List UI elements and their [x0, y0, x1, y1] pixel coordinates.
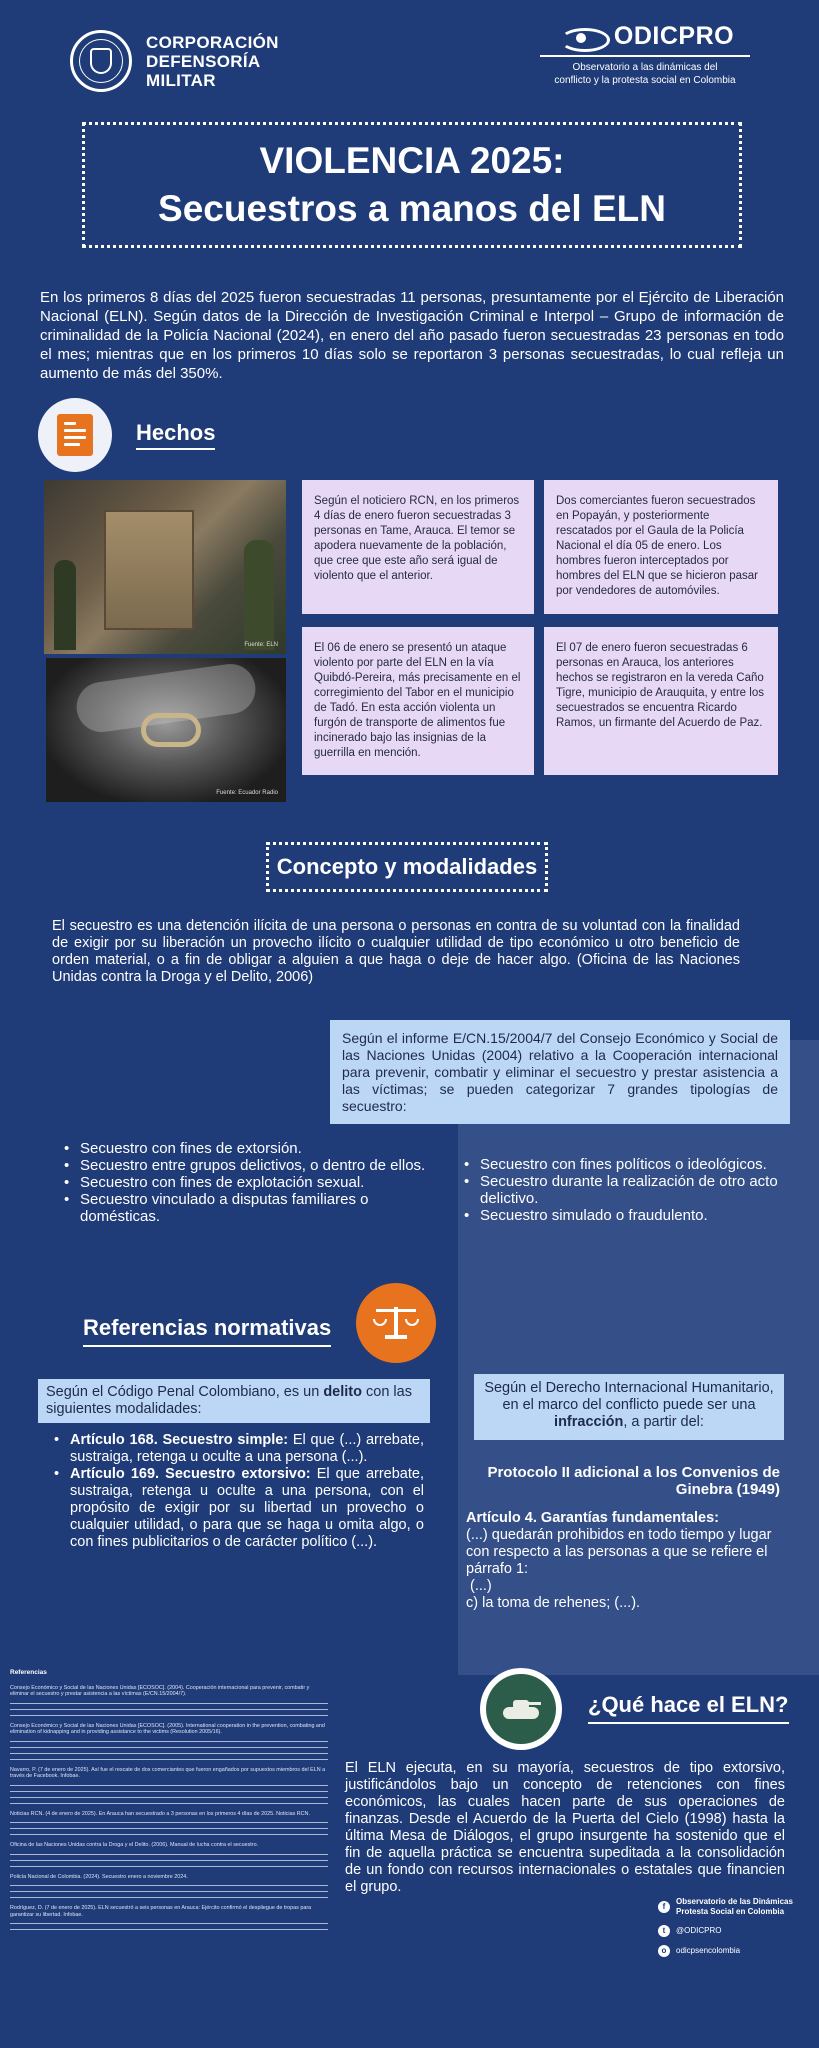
que-hace-heading: ¿Qué hace el ELN? [588, 1692, 789, 1724]
photo1-caption: Fuente: ELN [244, 642, 278, 648]
tipologias-list-right [460, 1156, 790, 1224]
dih-box: Según el Derecho Internacional Humanitario, en el marco del conflicto puede ser una infracción, a partir del: [474, 1374, 784, 1440]
footer-social [658, 1897, 808, 1965]
hechos-heading: Hechos [136, 420, 215, 450]
references-list [10, 1670, 328, 1937]
cdm-wordmark: CORPORACIÓN DEFENSORÍA MILITAR [146, 32, 279, 90]
scale-icon [356, 1283, 436, 1363]
tipologias-list-left [60, 1140, 440, 1225]
odicpro-subtitle: Observatorio a las dinámicas del conflicto y la protesta social en Colombia [554, 62, 736, 86]
protocolo-heading: Protocolo II adicional a los Convenios de Ginebra (1949) [487, 1464, 780, 1498]
twitter-icon: t [658, 1925, 670, 1937]
list-item: • Secuestro con fines de extorsión. [60, 1140, 440, 1157]
list-item: • Artículo 168. Secuestro simple: El que (...) arrebate, sustraiga, retenga u oculte a una persona (...). [52, 1432, 424, 1466]
hecho-card-tado: El 06 de enero se presentó un ataque violento por parte del ELN en la vía Quibdó-Pereira, más precisamente en el corregimiento del Tabor en el municipio de Tadó. En esta acción violenta un furgón de transporte de alimentos fue incinerado bajo las insignias de la guerrilla en mención. [302, 627, 534, 775]
odicpro-name: ODICPRO [613, 22, 735, 50]
list-item: • Secuestro durante la realización de otro acto delictivo. [460, 1173, 790, 1207]
facebook-icon: f [658, 1901, 670, 1913]
cdm-logo [70, 25, 350, 97]
normativas-heading: Referencias normativas [83, 1315, 331, 1347]
instagram-icon: o [658, 1945, 670, 1957]
que-hace-paragraph: El ELN ejecuta, en su mayoría, secuestros de tipo extorsivo, justificándolos bajo un concepto de retenciones con fines económicos, las cuales hacen parte de sus operaciones de finanzas. Desde el Acuerdo de la Puerta del Cielo (1998) hasta la última Mesa de Diálogos, el grupo insurgente ha sostenido que el fin de aquella práctica se encuentra supeditada a la consolidación de un fondo con recursos internacionales o estatales que financien el grupo. [345, 1760, 785, 1895]
title-line-2: Secuestros a manos del ELN [158, 188, 666, 229]
list-item: Oficina de las Naciones Unidas contra la Droga y el Delito. (2006). Manual de lucha contra el secuestro. [10, 1842, 328, 1867]
hecho-card-popayan: Dos comerciantes fueron secuestrados en Popayán, y posteriormente rescatados por el Gaula de la Policía Nacional el día 05 de enero. Los hombres fueron interceptados por hombres del ELN que se hicieron pasar por vendedores de automóviles. [544, 480, 778, 614]
footer-facebook[interactable]: f Observatorio de las Dinámicas Protesta Social en Colombia [658, 1897, 808, 1917]
articulo-4: Artículo 4. Garantías fundamentales: (...) quedarán prohibidos en todo tiempo y lugar con respecto a las personas a que se refiere el párrafo 1: (...) c) la toma de rehenes; (...). [466, 1510, 772, 1611]
references-heading: Referencias [10, 1669, 47, 1676]
informe-box: Según el informe E/CN.15/2004/7 del Consejo Económico y Social de las Naciones Unidas (2004) relativo a la Cooperación internacional para prevenir, combatir y eliminar el secuestro y prestar asistencia a las víctimas; se pueden categorizar 7 grandes tipologías de secuestro: [330, 1020, 790, 1124]
cdm-seal-icon [70, 30, 132, 92]
photo-tied-hands [46, 658, 286, 802]
odicpro-logo [530, 22, 760, 102]
concepto-heading-box [266, 842, 548, 892]
footer-twitter[interactable]: t @ODICPRO [658, 1925, 808, 1937]
photo-soldiers [44, 480, 286, 654]
list-item: Rodríguez, D. (7 de enero de 2025). ELN secuestró a seis personas en Arauca: Ejército confirmó el despliegue de tropas para garantizar su libertad. Infobae. [10, 1905, 328, 1930]
list-item: • Secuestro vinculado a disputas familiares o domésticas. [60, 1191, 440, 1225]
list-item: • Secuestro entre grupos delictivos, o dentro de ellos. [60, 1157, 440, 1174]
concepto-heading: Concepto y modalidades [276, 854, 538, 879]
list-item: Policía Nacional de Colombia. (2024). Secuestro enero a noviembre 2024. [10, 1874, 328, 1899]
list-item: • Artículo 169. Secuestro extorsivo: El que arrebate, sustraiga, retenga u oculte a una persona, con el propósito de exigir por su libertad un provecho o cualquier utilidad, o para que se haga u omita algo, o con fines publicitarios o de carácter político (...). [52, 1466, 424, 1551]
hecho-card-arauca: El 07 de enero fueron secuestradas 6 personas en Arauca, los anteriores hechos se registraron en la vereda Caño Tigre, municipio de Arauquita, y entre los secuestrados se encuentra Ricardo Ramos, un firmante del Acuerdo de Paz. [544, 627, 778, 775]
articulos-list [52, 1432, 424, 1551]
intro-paragraph: En los primeros 8 días del 2025 fueron secuestradas 11 personas, presuntamente por el Ejército de Liberación Nacional (ELN). Según datos de la Dirección de Investigación Criminal e Interpol – Grupo de información de criminalidad de la Policía Nacional (2024), en enero del año pasado fueron secuestradas 23 personas en todo el mes; mientras que en los primeros 10 días solo se reportaron 3 personas secuestradas, lo cual refleja un aumento de más del 350%. [40, 289, 784, 382]
codigo-penal-box: Según el Código Penal Colombiano, es un delito con las siguientes modalidades: [38, 1379, 430, 1423]
page-title [82, 122, 742, 248]
photo2-caption: Fuente: Ecuador Radio [216, 790, 278, 796]
list-item: Navarro, P. (7 de enero de 2025). Así fue el rescate de dos comerciantes que fueron engañados por supuestos miembros del ELN a través de Facebook. Infobae. [10, 1767, 328, 1804]
list-item: • Secuestro simulado o fraudulento. [460, 1207, 790, 1224]
list-item: • Secuestro con fines políticos o ideológicos. [460, 1156, 790, 1173]
list-item: Consejo Económico y Social de las Naciones Unidas [ECOSOC]. (2004). Cooperación internacional para prevenir, combatir y eliminar el secuestro y prestar asistencia a las víctimas (E/CN.15/2004/7). [10, 1685, 328, 1716]
eye-icon [556, 24, 608, 50]
list-item: Noticias RCN. (4 de enero de 2025). En Arauca han secuestrado a 3 personas en los primeros 4 días de 2025. Noticias RCN. [10, 1811, 328, 1836]
hecho-card-rcn: Según el noticiero RCN, en los primeros 4 días de enero fueron secuestradas 3 personas en Tame, Arauca. El temor se apodera nuevamente de la población, que cree que este año será igual de violento que el anterior. [302, 480, 534, 614]
concepto-definition: El secuestro es una detención ilícita de una persona o personas en contra de su voluntad con la finalidad de exigir por su liberación un provecho ilícito o cualquier utilidad de tipo económico u otro beneficio de orden material, o a fin de obligar a alguien a que haga o deje de hacer algo. (Oficina de las Naciones Unidas contra la Droga y el Delito, 2006) [52, 918, 740, 985]
document-icon [38, 398, 112, 472]
tank-icon [480, 1668, 562, 1750]
list-item: • Secuestro con fines de explotación sexual. [60, 1174, 440, 1191]
list-item: Consejo Económico y Social de las Naciones Unidas [ECOSOC]. (2005). International cooperation in the prevention, combating and elimination of kidnapping and in providing assistance to the victims (Resolution 2005/16). [10, 1723, 328, 1760]
footer-instagram[interactable]: o odicpsencolombia [658, 1945, 808, 1957]
title-line-1: VIOLENCIA 2025: [259, 140, 565, 181]
